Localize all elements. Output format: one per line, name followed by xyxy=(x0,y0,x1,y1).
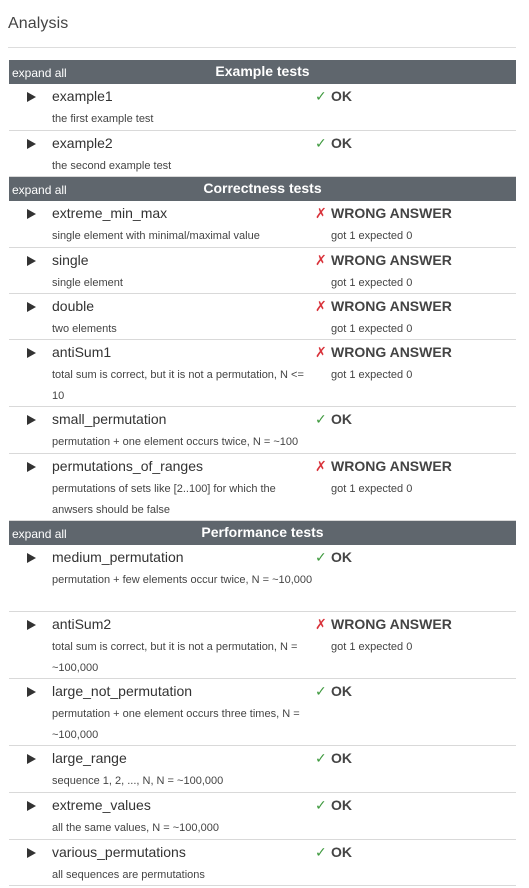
test-row[interactable] xyxy=(9,840,516,886)
expand-triangle-icon[interactable] xyxy=(27,92,36,102)
expand-triangle-icon[interactable] xyxy=(27,348,36,358)
check-icon: ✓ xyxy=(315,683,327,699)
test-description: total sum is correct, but it is not a permutation, N <= 10 xyxy=(52,369,304,402)
test-row[interactable] xyxy=(9,454,516,521)
test-row[interactable] xyxy=(9,294,516,340)
test-row[interactable] xyxy=(9,407,516,454)
test-name[interactable]: medium_permutation xyxy=(52,549,184,565)
status-detail: got 1 expected 0 xyxy=(331,323,413,335)
expand-triangle-icon[interactable] xyxy=(27,256,36,266)
expand-triangle-icon[interactable] xyxy=(27,687,36,697)
status-text: OK xyxy=(331,135,352,151)
status-text: WRONG ANSWER xyxy=(331,252,452,268)
test-row[interactable] xyxy=(9,340,516,407)
test-row[interactable] xyxy=(9,131,516,177)
test-name[interactable]: antiSum1 xyxy=(52,344,112,360)
test-row[interactable] xyxy=(9,84,516,131)
cross-icon: ✗ xyxy=(315,205,327,221)
expand-triangle-icon[interactable] xyxy=(27,462,36,472)
status-text: OK xyxy=(331,844,352,860)
status-text: WRONG ANSWER xyxy=(331,205,452,221)
expand-all-link[interactable]: expand all xyxy=(12,527,67,541)
test-description: two elements xyxy=(52,323,117,335)
status-detail: got 1 expected 0 xyxy=(331,277,413,289)
cross-icon: ✗ xyxy=(315,252,327,268)
test-description: the second example test xyxy=(52,160,172,172)
test-name[interactable]: example1 xyxy=(52,88,113,104)
check-icon: ✓ xyxy=(315,411,327,427)
test-row[interactable] xyxy=(9,612,516,679)
check-icon: ✓ xyxy=(315,844,327,860)
status-detail: got 1 expected 0 xyxy=(331,641,413,653)
status-text: OK xyxy=(331,683,352,699)
test-description: permutations of sets like [2..100] for which the anwsers should be false xyxy=(52,483,276,516)
status-text: OK xyxy=(331,549,352,565)
cross-icon: ✗ xyxy=(315,298,327,314)
test-name[interactable]: large_not_permutation xyxy=(52,683,193,699)
expand-triangle-icon[interactable] xyxy=(27,415,36,425)
test-description: all sequences are permutations xyxy=(52,869,205,881)
test-name[interactable]: permutations_of_ranges xyxy=(52,458,203,474)
test-sections xyxy=(9,60,516,886)
section-title: Correctness tests xyxy=(203,180,322,196)
test-description: sequence 1, 2, ..., N, N = ~100,000 xyxy=(52,775,224,787)
test-row[interactable] xyxy=(9,746,516,793)
status-text: OK xyxy=(331,411,352,427)
status-text: OK xyxy=(331,88,352,104)
cross-icon: ✗ xyxy=(315,616,327,632)
test-name[interactable]: various_permutations xyxy=(52,844,186,860)
section-title: Performance tests xyxy=(201,524,324,540)
test-name[interactable]: example2 xyxy=(52,135,113,151)
status-text: WRONG ANSWER xyxy=(331,298,452,314)
expand-triangle-icon[interactable] xyxy=(27,848,36,858)
page-title: Analysis xyxy=(8,15,69,32)
test-row[interactable] xyxy=(9,679,516,746)
test-description: the first example test xyxy=(52,113,154,125)
test-name[interactable]: single xyxy=(52,252,89,268)
cross-icon: ✗ xyxy=(315,344,327,360)
status-text: OK xyxy=(331,750,352,766)
expand-all-link[interactable]: expand all xyxy=(12,183,67,197)
status-detail: got 1 expected 0 xyxy=(331,369,413,381)
expand-triangle-icon[interactable] xyxy=(27,553,36,563)
test-row[interactable] xyxy=(9,545,516,612)
status-detail: got 1 expected 0 xyxy=(331,483,413,495)
expand-triangle-icon[interactable] xyxy=(27,209,36,219)
test-description: permutation + few elements occur twice, N = ~10,000 xyxy=(52,574,313,586)
status-text: OK xyxy=(331,797,352,813)
check-icon: ✓ xyxy=(315,797,327,813)
check-icon: ✓ xyxy=(315,88,327,104)
check-icon: ✓ xyxy=(315,135,327,151)
status-text: WRONG ANSWER xyxy=(331,458,452,474)
expand-triangle-icon[interactable] xyxy=(27,139,36,149)
status-detail: got 1 expected 0 xyxy=(331,230,413,242)
section-header-performance-tests xyxy=(9,521,516,545)
test-row[interactable] xyxy=(9,248,516,294)
test-name[interactable]: antiSum2 xyxy=(52,616,112,632)
test-name[interactable]: extreme_values xyxy=(52,797,151,813)
check-icon: ✓ xyxy=(315,750,327,766)
test-description: permutation + one element occurs three times, N = ~100,000 xyxy=(52,708,300,741)
expand-all-link[interactable]: expand all xyxy=(12,66,67,80)
status-text: WRONG ANSWER xyxy=(331,616,452,632)
test-name[interactable]: double xyxy=(52,298,95,314)
expand-triangle-icon[interactable] xyxy=(27,754,36,764)
test-name[interactable]: extreme_min_max xyxy=(52,205,168,221)
test-description: permutation + one element occurs twice, N = ~100 xyxy=(52,436,299,448)
section-header-correctness-tests xyxy=(9,177,516,201)
test-row[interactable] xyxy=(9,793,516,840)
status-text: WRONG ANSWER xyxy=(331,344,452,360)
test-row[interactable] xyxy=(9,201,516,248)
test-name[interactable]: large_range xyxy=(52,750,127,766)
test-description: total sum is correct, but it is not a permutation, N = ~100,000 xyxy=(52,641,298,674)
expand-triangle-icon[interactable] xyxy=(27,302,36,312)
expand-triangle-icon[interactable] xyxy=(27,620,36,630)
test-name[interactable]: small_permutation xyxy=(52,411,167,427)
cross-icon: ✗ xyxy=(315,458,327,474)
check-icon: ✓ xyxy=(315,549,327,565)
section-title: Example tests xyxy=(215,63,310,79)
test-description: single element with minimal/maximal value xyxy=(52,230,260,242)
section-header-example-tests xyxy=(9,60,516,84)
test-description: all the same values, N = ~100,000 xyxy=(52,822,219,834)
test-description: single element xyxy=(52,277,123,289)
title-divider xyxy=(8,47,516,48)
expand-triangle-icon[interactable] xyxy=(27,801,36,811)
